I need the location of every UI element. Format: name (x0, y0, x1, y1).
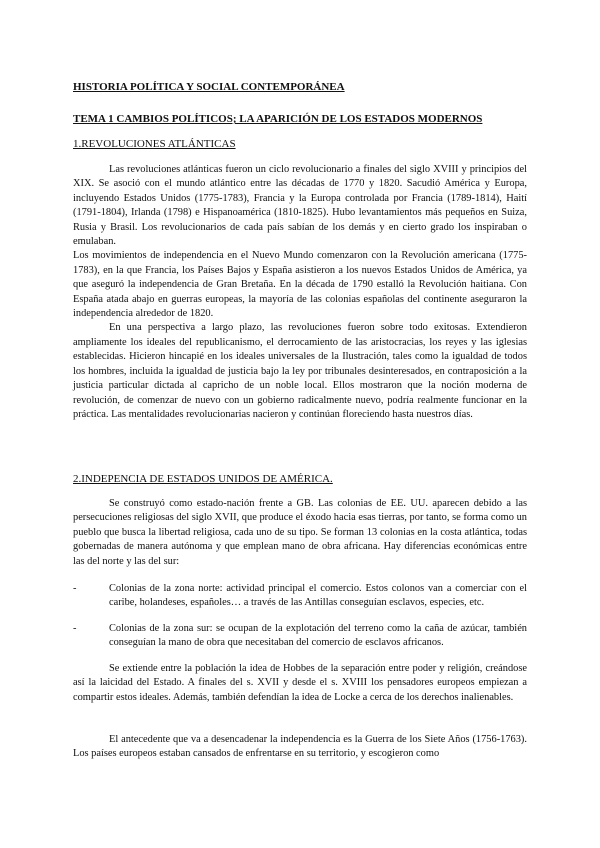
list-item (73, 582, 527, 611)
tema-title: TEMA 1 CAMBIOS POLÍTICOS; LA APARICIÓN DE LOS ESTADOS MODERNOS (73, 113, 483, 125)
section1-body (73, 163, 527, 422)
paragraph: Las revoluciones atlánticas fueron un ciclo revolucionario a finales del siglo XVIII y principios del XIX. Se asoció con el mundo atlántico entre las décadas de 1770 y 1820. Sacudió América y Europa, incluyendo Estados Unidos (1775-1783), Francia y la Europa controlada por Francia (1789-1814), Haití (1791-1804), Irlanda (1798) e Hispanoamérica (1810-1825). Hubo levantamientos más pequeños en Suiza, Rusia y Brasil. Los revolucionarios de cada país sabían de los demás y en cierto grado los inspiraban o emulaban. (73, 164, 527, 248)
section-heading-independencia: 2.INDEPENCIA DE ESTADOS UNIDOS DE AMÉRICA. (73, 473, 333, 485)
bullet-dash: - (73, 623, 77, 634)
document-title: HISTORIA POLÍTICA Y SOCIAL CONTEMPORÁNEA (73, 81, 345, 93)
list-item-text: Colonias de la zona sur: se ocupan de la explotación del terreno como la caña de azúcar, también conseguían la mano de obra que necesitaban del comercio de esclavos africanos. (109, 623, 527, 649)
paragraph: En una perspectiva a largo plazo, las revoluciones fueron sobre todo exitosas. Extendieron ampliamente los ideales del republicanismo, el derrocamiento de las aristocracias, los reyes y las iglesias establecidas. Hicieron hincapié en los ideales universales de la Ilustración, tales como la igualdad de todos los hombres, incluida la igualdad de justicia bajo la ley por tribunales desinteresados, en contraposición a la justicia particular dictada al capricho de un noble local. Ellos mostraron que la noción moderna de revolución, de comenzar de nuevo con un gobierno radicalmente nuevo, podría realmente funcionar en la práctica. Las mentalidades revolucionarias nacieron y continúan floreciendo hasta nuestros días. (73, 322, 527, 420)
bullet-dash: - (73, 583, 77, 594)
paragraph: El antecedente que va a desencadenar la independencia es la Guerra de los Siete Años (1756-1763). Los países europeos estaban cansados de enfrentarse en su territorio, y escogieron como (73, 734, 527, 760)
paragraph: Se extiende entre la población la idea de Hobbes de la separación entre poder y religión, creándose así la laicidad del Estado. A finales del s. XVII y desde el s. XVIII los pensadores europeos empiezan a compartir estos ideales. Además, también defendían la idea de Locke a cerca de los derechos inalienables. (73, 663, 527, 703)
list-item (73, 622, 527, 651)
paragraph: Se construyó como estado-nación frente a GB. Las colonias de EE. UU. aparecen debido a las persecuciones religiosas del siglo XVII, que produce el éxodo hacia esas tierras, por tanto, se forma como un pueblo que busca la libertad religiosa, cada uno de su tipo. Se forman 13 colonias en la costa atlántica, todas gobernadas de manera autónoma y que emplean mano de obra africana. Hay diferencias económicas entre las del norte y las del sur: (73, 498, 527, 567)
paragraph: Los movimientos de independencia en el Nuevo Mundo comenzaron con la Revolución americana (1775-1783), en la que Francia, los Países Bajos y España asistieron a los nuevos Estados Unidos de América, ya que aseguró la independencia de Gran Bretaña. En la década de 1790 estalló la Revolución haitiana. Con España atada abajo en guerras europeas, la mayoría de las colonias españolas del continente aseguraron la independencia alrededor de 1820. (73, 250, 527, 320)
section-heading-revoluciones: 1.REVOLUCIONES ATLÁNTICAS (73, 138, 236, 150)
list-item-text: Colonias de la zona norte: actividad principal el comercio. Estos colonos van a comerciar con el caribe, holandeses, españoles… a través de las Antillas conseguían esclavos, especies, etc. (109, 583, 527, 609)
